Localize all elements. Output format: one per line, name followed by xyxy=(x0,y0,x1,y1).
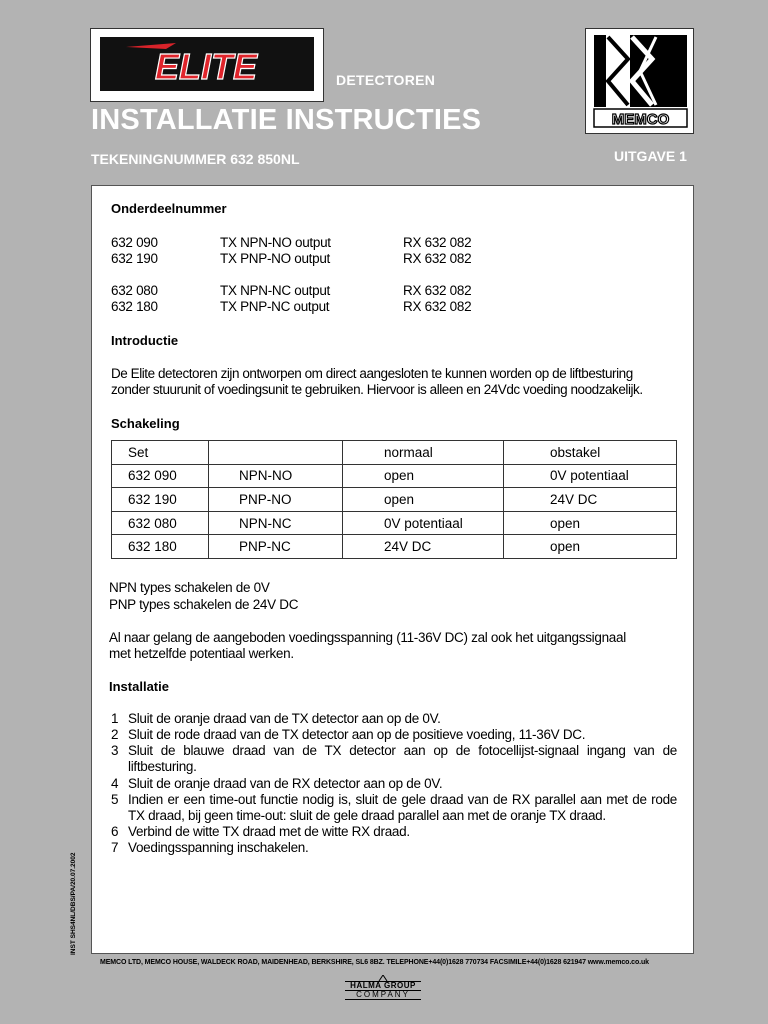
part-number: 632 080 xyxy=(111,283,158,298)
step-text: Sluit de blauwe draad van de TX detector aan op de fotocellijst-signaal ingang van de liftbesturing. xyxy=(128,743,677,774)
table-header-cell xyxy=(209,441,343,465)
install-step xyxy=(111,711,677,727)
step-number: 6 xyxy=(111,824,119,839)
step-number: 5 xyxy=(111,792,119,807)
table-row xyxy=(112,464,677,488)
step-text: Voedingsspanning inschakelen. xyxy=(128,840,309,855)
pnp-note: PNP types schakelen de 24V DC xyxy=(109,597,299,612)
part-description: TX NPN-NO output xyxy=(220,235,331,250)
part-description: TX PNP-NO output xyxy=(220,251,330,266)
table-cell: 24V DC xyxy=(504,488,677,512)
intro-heading: Introductie xyxy=(111,333,179,348)
table-cell: 0V potentiaal xyxy=(343,511,504,535)
part-rx: RX 632 082 xyxy=(403,283,472,298)
step-number: 2 xyxy=(111,727,119,742)
edition-label: UITGAVE 1 xyxy=(614,148,687,164)
install-step xyxy=(111,792,677,824)
table-cell: 632 180 xyxy=(112,535,209,559)
memco-emblem-icon xyxy=(586,29,693,133)
part-description: TX PNP-NC output xyxy=(220,299,330,314)
table-cell: 632 090 xyxy=(112,464,209,488)
step-text: Indien er een time-out functie nodig is, sluit de gele draad van de RX parallel aan met de rode TX draad, bij geen time-out: sluit de gele draad parallel aan met de oranje TX draad. xyxy=(128,792,677,823)
elite-logo-text: ELITE xyxy=(154,46,258,85)
elite-logo-background xyxy=(100,37,314,91)
part-number: 632 180 xyxy=(111,299,158,314)
table-row xyxy=(112,488,677,512)
category-label: DETECTOREN xyxy=(336,72,436,88)
table-cell: NPN-NO xyxy=(209,464,343,488)
table-cell: open xyxy=(504,511,677,535)
memco-logo xyxy=(585,28,694,134)
table-cell: PNP-NO xyxy=(209,488,343,512)
halma-group-logo xyxy=(345,975,421,1000)
switching-heading: Schakeling xyxy=(111,416,180,431)
step-text: Verbind de witte TX draad met de witte RX draad. xyxy=(128,824,410,839)
voltage-note-line: met hetzelfde potentiaal werken. xyxy=(109,646,294,661)
part-rx: RX 632 082 xyxy=(403,235,472,250)
table-row xyxy=(112,535,677,559)
part-description: TX NPN-NC output xyxy=(220,283,330,298)
intro-line: De Elite detectoren zijn ontworpen om direct aangesloten te kunnen worden op de liftbesturing xyxy=(111,366,633,381)
table-header-row xyxy=(112,441,677,465)
part-rx: RX 632 082 xyxy=(403,299,472,314)
table-header-cell: obstakel xyxy=(504,441,677,465)
installation-heading: Installatie xyxy=(109,679,169,694)
switching-table xyxy=(111,440,677,559)
install-step xyxy=(111,840,677,856)
table-cell: open xyxy=(343,464,504,488)
memco-logo-text: MEMCO xyxy=(611,111,670,128)
voltage-note-line: Al naar gelang de aangeboden voedingsspanning (11-36V DC) zal ook het uitgangssignaal xyxy=(109,630,626,645)
step-number: 7 xyxy=(111,840,119,855)
page-title: INSTALLATIE INSTRUCTIES xyxy=(91,104,482,136)
table-cell: 632 190 xyxy=(112,488,209,512)
step-text: Sluit de oranje draad van de TX detector aan op de 0V. xyxy=(128,711,441,726)
footer-address: MEMCO LTD, MEMCO HOUSE, WALDECK ROAD, MAIDENHEAD, BERKSHIRE, SL6 8BZ. TELEPHONE+44(0)1628 770734 FACSIMILE+44(0)1628 621947 www.memco.co.uk xyxy=(100,959,649,966)
table-cell: open xyxy=(504,535,677,559)
npn-note: NPN types schakelen de 0V xyxy=(109,580,270,595)
table-cell: NPN-NC xyxy=(209,511,343,535)
part-number: 632 090 xyxy=(111,235,158,250)
table-cell: PNP-NC xyxy=(209,535,343,559)
drawing-number: TEKENINGNUMMER 632 850NL xyxy=(91,151,300,167)
table-header-cell: normaal xyxy=(343,441,504,465)
install-step xyxy=(111,743,677,775)
table-cell: open xyxy=(343,488,504,512)
elite-logo xyxy=(90,28,324,102)
step-number: 4 xyxy=(111,776,119,791)
step-number: 1 xyxy=(111,711,119,726)
halma-company-text: COMPANY xyxy=(345,990,421,1000)
table-cell: 0V potentiaal xyxy=(504,464,677,488)
install-step xyxy=(111,824,677,840)
part-number: 632 190 xyxy=(111,251,158,266)
elite-wordmark-icon xyxy=(106,43,306,85)
step-number: 3 xyxy=(111,743,119,758)
install-step xyxy=(111,776,677,792)
step-text: Sluit de oranje draad van de RX detector aan op de 0V. xyxy=(128,776,443,791)
table-row xyxy=(112,511,677,535)
table-cell: 24V DC xyxy=(343,535,504,559)
table-header-cell: Set xyxy=(112,441,209,465)
step-text: Sluit de rode draad van de TX detector aan op de positieve voeding, 11-36V DC. xyxy=(128,727,586,742)
table-cell: 632 080 xyxy=(112,511,209,535)
parts-heading: Onderdeelnummer xyxy=(111,201,227,216)
halma-group-text: HALMA GROUP xyxy=(345,981,421,990)
install-step xyxy=(111,727,677,743)
document-code: INST SHS4NL/DBS/PA/20.07.2002 xyxy=(70,852,77,955)
part-rx: RX 632 082 xyxy=(403,251,472,266)
intro-line: zonder stuurunit of voedingsunit te gebruiken. Hiervoor is alleen en 24Vdc voeding noodzakelijk. xyxy=(111,382,643,397)
